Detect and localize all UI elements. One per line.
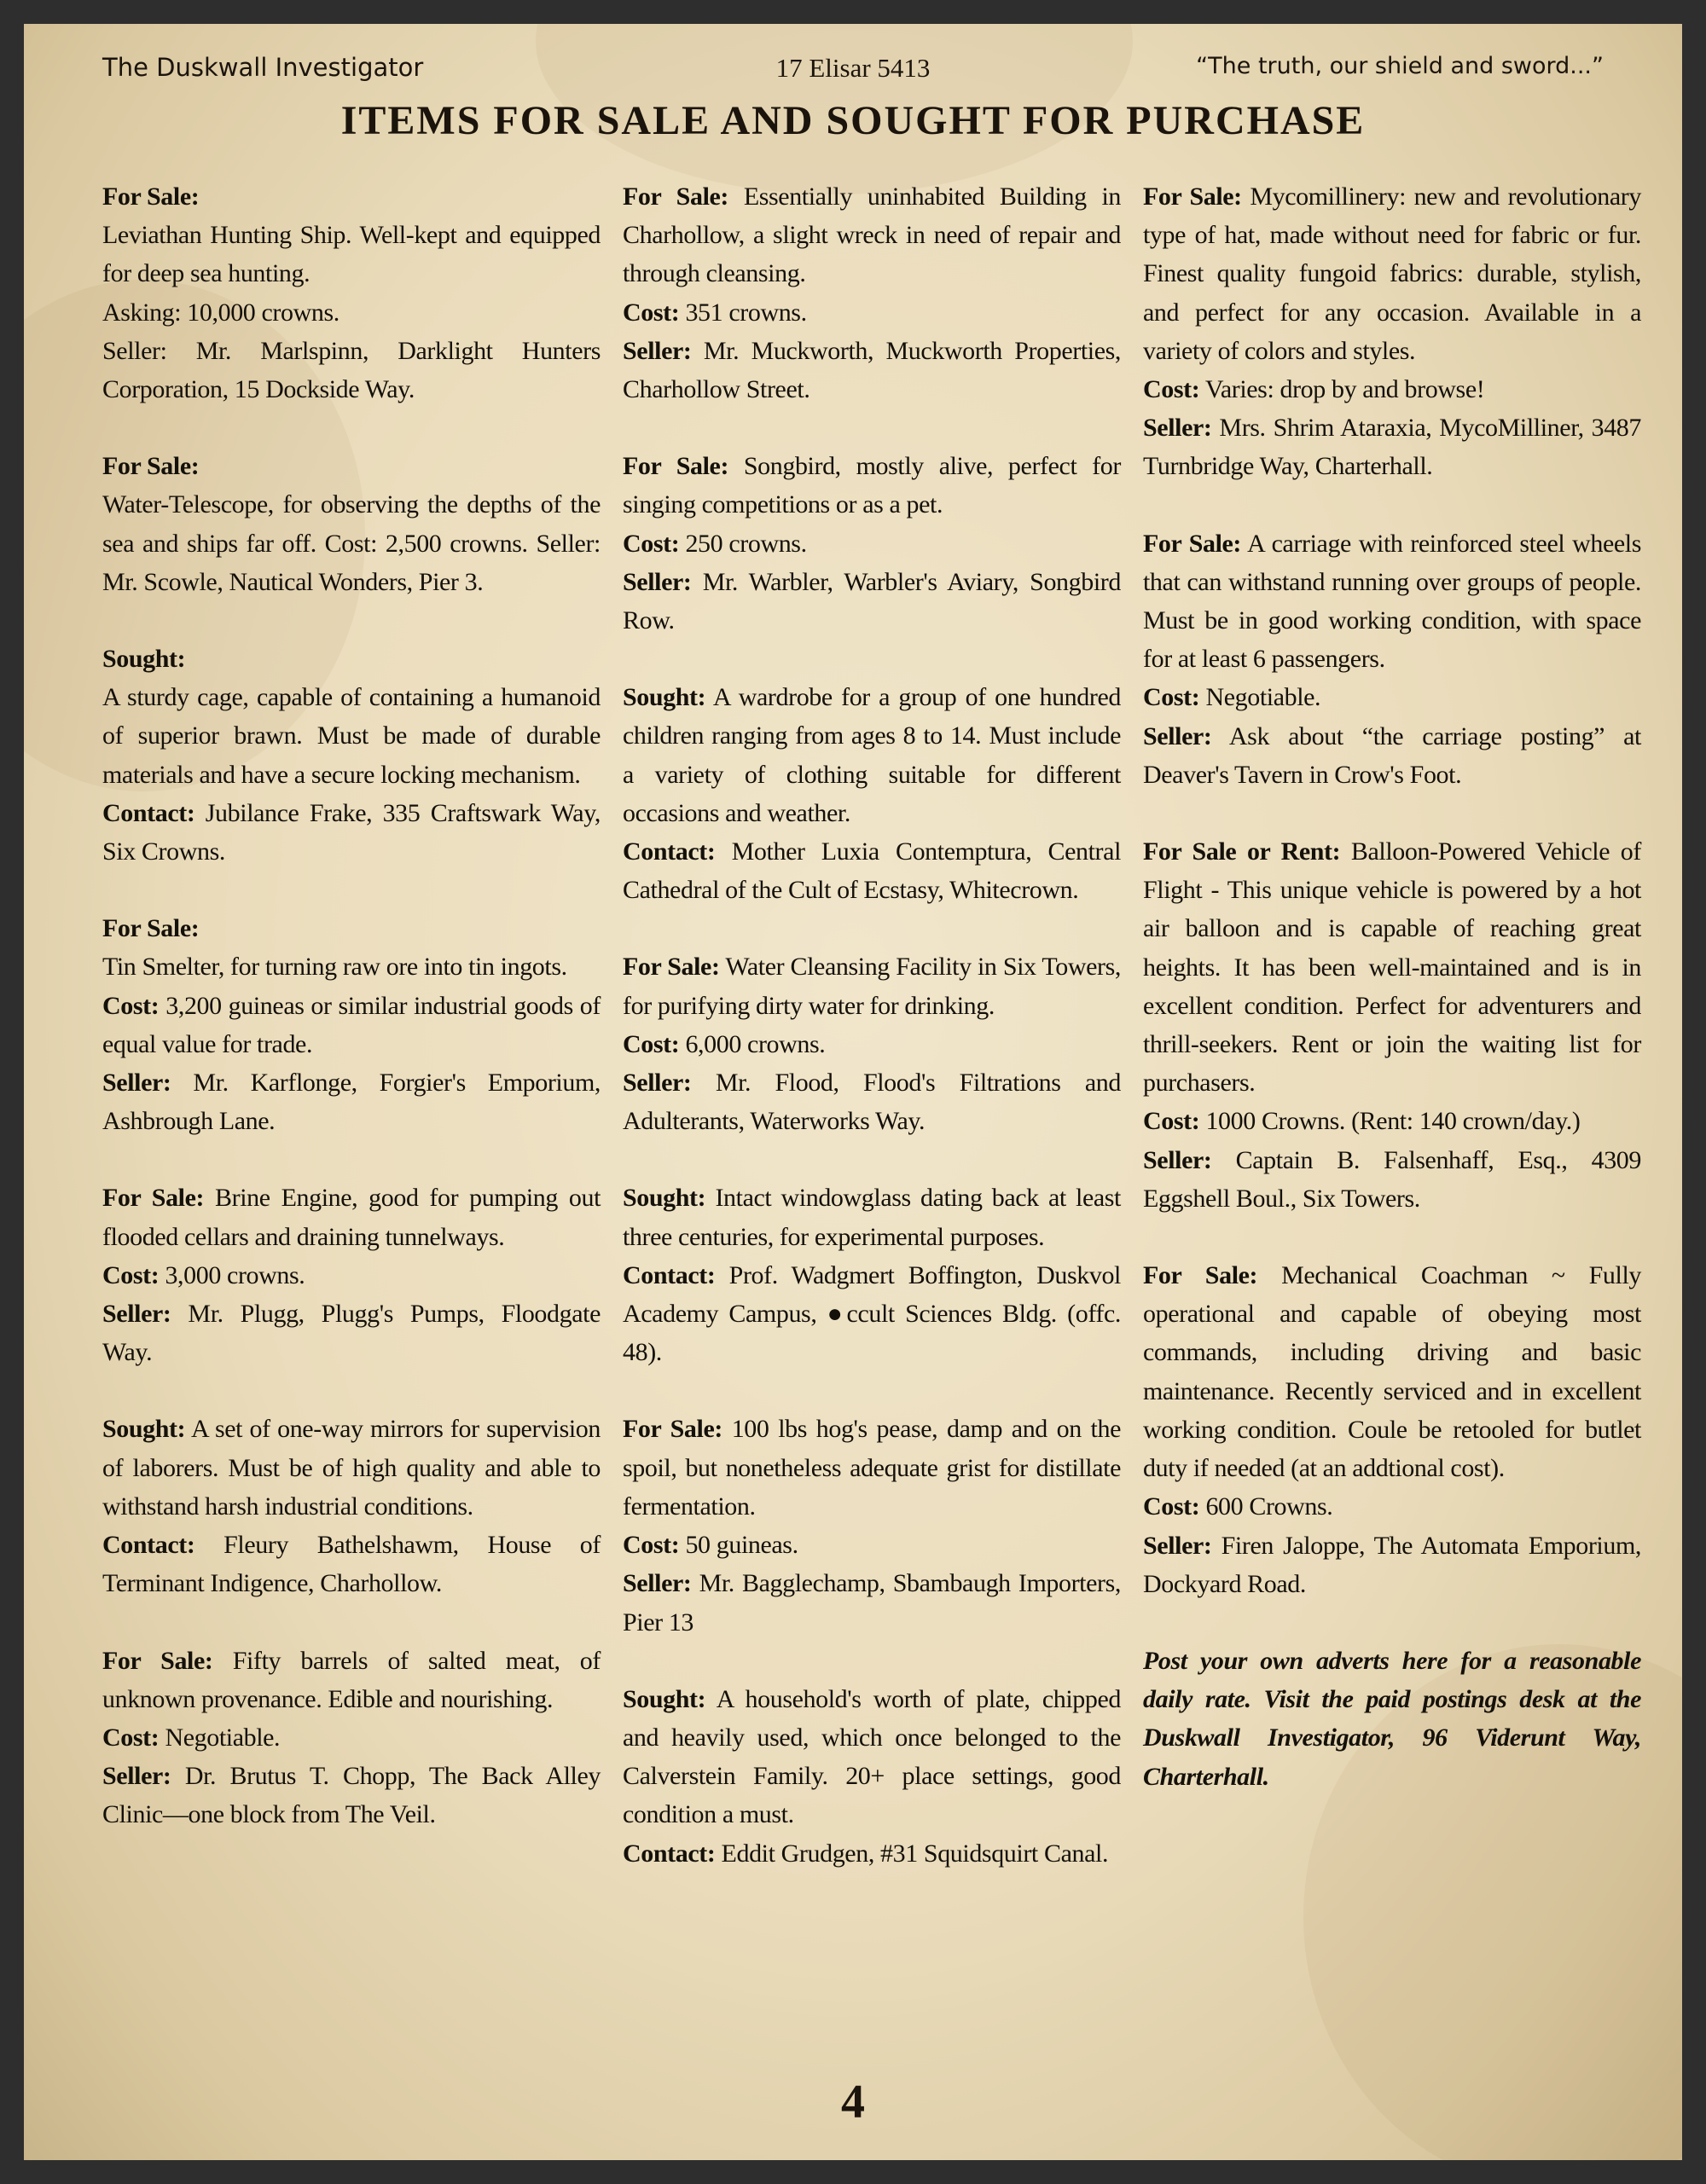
page-title: ITEMS FOR SALE AND SOUGHT FOR PURCHASE	[340, 98, 1366, 143]
ad-label: Seller:	[623, 567, 692, 596]
classified-ad	[623, 177, 1121, 408]
ad-text: Mr. Bagglechamp, Sbambaugh Importers, Pier 13	[623, 1569, 1121, 1637]
ad-text: Firen Jaloppe, The Automata Emporium, Dockyard Road.	[1143, 1531, 1641, 1598]
ad-line	[623, 1025, 1121, 1063]
ad-line	[102, 1256, 601, 1295]
ad-text: 3,000 crowns.	[165, 1260, 305, 1289]
classified-ad	[102, 909, 601, 1140]
classified-ad	[623, 947, 1121, 1140]
ad-text: Balloon-Powered Vehicle of Flight - This unique vehicle is powered by a hot air balloon and is capable of reaching great heights. It has been well-maintained and is in excellent condition. Perfect for adventurers and thrill-seekers. Rent or join the waiting list for purchasers.	[1143, 837, 1641, 1098]
ad-line	[623, 1680, 1121, 1834]
ad-label: Seller:	[1143, 721, 1212, 750]
ad-text: Fifty barrels of salted meat, of unknown provenance. Edible and nourishing.	[102, 1646, 601, 1713]
ad-line	[102, 1642, 601, 1718]
ad-line	[102, 447, 601, 485]
advertising-notice: Post your own adverts here for a reasonable daily rate. Visit the paid postings desk at the Duskwall Investigator, 96 Viderunt Way, Charterhall.	[1143, 1646, 1641, 1791]
ad-line	[102, 794, 601, 871]
ad-line	[1143, 1526, 1641, 1603]
ad-label: Contact:	[623, 1260, 716, 1289]
ad-label: Cost:	[623, 298, 680, 327]
ad-line	[623, 177, 1121, 293]
ad-text: Songbird, mostly alive, perfect for singing competitions or as a pet.	[623, 452, 1121, 519]
ad-text: Water Cleansing Facility in Six Towers, for purifying dirty water for drinking.	[623, 953, 1121, 1020]
ad-text: Intact windowglass dating back at least three centuries, for experimental purposes.	[623, 1184, 1121, 1251]
ad-text: Mr. Warbler, Warbler's Aviary, Songbird Row.	[623, 567, 1121, 635]
ad-text: 600 Crowns.	[1205, 1492, 1333, 1521]
ad-label: Contact:	[623, 1839, 716, 1868]
ad-text: 250 crowns.	[685, 529, 807, 558]
ad-label: Cost:	[1143, 1107, 1200, 1136]
ad-line	[1143, 678, 1641, 716]
ad-text: Mycomillinery: new and revolutionary type of hat, made without need for fabric or fur. Finest quality fungoid fabrics: durable, stylish, and perfect for any occasion. Available in a variety of colors and styles.	[1143, 182, 1641, 365]
ad-text: 6,000 crowns.	[685, 1029, 826, 1058]
ad-label: Seller:	[1143, 1531, 1212, 1560]
classified-ad	[623, 678, 1121, 909]
ad-text: Seller: Mr. Marlspinn, Darklight Hunters Corporation, 15 Dockside Way.	[102, 336, 601, 404]
ad-line	[102, 1063, 601, 1140]
ad-label: Cost:	[623, 529, 680, 558]
ad-text: Fleury Bathelshawm, House of Terminant Indigence, Charhollow.	[102, 1531, 601, 1598]
ad-line	[1143, 1487, 1641, 1526]
ad-label: Cost:	[623, 1531, 680, 1560]
column-2	[623, 177, 1121, 1911]
ad-line	[623, 1564, 1121, 1641]
ad-line	[623, 678, 1121, 832]
ad-label: Cost:	[102, 1260, 160, 1289]
ad-text: 1000 Crowns. (Rent: 140 crown/day.)	[1205, 1107, 1581, 1136]
ad-line	[102, 678, 601, 794]
ad-line	[623, 1410, 1121, 1526]
ad-line	[623, 332, 1121, 408]
ad-label: Cost:	[1143, 375, 1200, 404]
issue-date: 17 Elisar 5413	[775, 53, 931, 83]
ad-line	[102, 332, 601, 408]
ad-text: Essentially uninhabited Building in Charhollow, a slight wreck in need of repair and through cleansing.	[623, 182, 1121, 288]
ad-label: For Sale:	[102, 182, 200, 211]
ad-text: Eddit Grudgen, #31 Squidsquirt Canal.	[721, 1839, 1109, 1868]
ad-line	[623, 1179, 1121, 1255]
ad-label: Sought:	[623, 1684, 706, 1713]
classified-ad	[102, 1410, 601, 1602]
column-1	[102, 177, 601, 1873]
ad-line	[623, 447, 1121, 524]
classified-ad	[1143, 524, 1641, 794]
ad-label: Cost:	[1143, 683, 1200, 712]
ad-label: Seller:	[1143, 1145, 1212, 1174]
ad-label: For Sale:	[1143, 529, 1242, 558]
ad-line	[1143, 1256, 1641, 1487]
ad-label: Contact:	[102, 1531, 195, 1560]
ad-label: Seller:	[623, 336, 692, 365]
ad-text: Varies: drop by and browse!	[1204, 375, 1485, 404]
ad-label: Cost:	[623, 1029, 680, 1058]
ad-text: 3,200 guineas or similar industrial goods of equal value for trade.	[102, 991, 601, 1058]
ad-label: For Sale:	[623, 182, 729, 211]
ad-line	[102, 216, 601, 293]
classified-ad	[102, 447, 601, 601]
page-number: 4	[841, 2076, 865, 2129]
ad-label: Sought:	[102, 645, 186, 674]
ad-line	[623, 563, 1121, 640]
ad-label: For Sale:	[102, 452, 200, 481]
ad-text: Ask about “the carriage posting” at Deaver's Tavern in Crow's Foot.	[1143, 721, 1641, 789]
ad-text: A carriage with reinforced steel wheels that can withstand running over groups of people. Must be in good working condition, with space for at least 6 passengers.	[1143, 529, 1641, 674]
classified-ad	[623, 1410, 1121, 1641]
ad-line	[102, 1295, 601, 1371]
classified-ad	[623, 1680, 1121, 1873]
classified-ad	[102, 177, 601, 408]
ad-label: Cost:	[1143, 1492, 1200, 1521]
ad-line	[102, 640, 601, 678]
ad-label: For Sale:	[102, 914, 200, 943]
ad-text: Dr. Brutus T. Chopp, The Back Alley Clinic—one block from The Veil.	[102, 1762, 601, 1829]
ad-label: For Sale:	[1143, 182, 1242, 211]
ad-label: Seller:	[102, 1300, 171, 1329]
ad-line	[102, 1718, 601, 1757]
ad-text: Asking: 10,000 crowns.	[102, 298, 339, 327]
ad-label: Sought:	[623, 683, 706, 712]
ad-line	[1143, 524, 1641, 679]
page-header	[102, 53, 1604, 92]
ad-line	[1143, 1141, 1641, 1218]
ad-text: 50 guineas.	[685, 1531, 798, 1560]
column-3	[1143, 177, 1641, 1796]
ad-text: Mrs. Shrim Ataraxia, MycoMilliner, 3487 Turnbridge Way, Charterhall.	[1143, 414, 1641, 481]
ad-line	[1143, 832, 1641, 1102]
ad-label: Sought:	[102, 1415, 186, 1444]
ad-line	[623, 1526, 1121, 1564]
classified-ad	[1143, 177, 1641, 486]
ad-text: Mechanical Coachman ~ Fully operational and capable of obeying most commands, including driving and basic maintenance. Recently serviced and in excellent working condition. Coule be retooled for butlet duty if needed (at an addtional cost).	[1143, 1261, 1641, 1483]
ad-line	[102, 293, 601, 332]
ad-text: Negotiable.	[165, 1723, 281, 1752]
ad-text: Mr. Muckworth, Muckworth Properties, Charhollow Street.	[623, 336, 1121, 404]
ad-label: Seller:	[102, 1762, 171, 1791]
ad-label: Seller:	[623, 1069, 692, 1098]
ad-text: A household's worth of plate, chipped and heavily used, which once belonged to the Calverstein Family. 20+ place settings, good condition a must.	[623, 1684, 1121, 1829]
ad-text: A set of one-way mirrors for supervision of laborers. Must be of high quality and able to withstand harsh industrial conditions.	[102, 1415, 601, 1521]
ad-text: Tin Smelter, for turning raw ore into tin ingots.	[102, 953, 567, 982]
ad-label: For Sale:	[623, 1415, 722, 1444]
ad-text: Captain B. Falsenhaff, Esq., 4309 Eggshell Boul., Six Towers.	[1143, 1145, 1641, 1213]
ad-line	[623, 1063, 1121, 1140]
classified-ad	[1143, 1256, 1641, 1603]
ad-label: Seller:	[102, 1069, 171, 1098]
classified-ad	[1143, 832, 1641, 1218]
ad-line	[1143, 370, 1641, 408]
ad-text: A sturdy cage, capable of containing a humanoid of superior brawn. Must be made of durable materials and have a secure locking mechanism.	[102, 683, 601, 789]
ad-label: Sought:	[623, 1184, 706, 1213]
classified-ad	[102, 1642, 601, 1834]
ad-label: For Sale:	[102, 1184, 205, 1213]
ad-text: 351 crowns.	[685, 298, 807, 327]
ad-line	[1143, 408, 1641, 485]
classified-ad	[623, 1179, 1121, 1371]
newspaper-page	[24, 24, 1682, 2160]
ad-line	[102, 1179, 601, 1255]
ad-text: Mother Luxia Contemptura, Central Cathedral of the Cult of Ecstasy, Whitecrown.	[623, 837, 1122, 905]
ad-label: Contact:	[623, 837, 716, 866]
classified-ad	[102, 640, 601, 871]
ad-text: Negotiable.	[1205, 683, 1321, 712]
ad-line	[1143, 1102, 1641, 1140]
ad-line	[102, 987, 601, 1063]
ad-text: Brine Engine, good for pumping out flooded cellars and draining tunnelways.	[102, 1184, 601, 1251]
ad-line	[623, 947, 1121, 1024]
ad-line	[102, 485, 601, 601]
ad-label: For Sale:	[623, 452, 729, 481]
ad-text: Jubilance Frake, 335 Craftswark Way, Six Crowns.	[102, 798, 601, 866]
ad-line	[102, 1757, 601, 1834]
ad-text: Prof. Wadgmert Boffington, Duskvol Academy Campus, ●ccult Sciences Bldg. (offc. 48).	[623, 1260, 1121, 1367]
ad-line	[623, 832, 1121, 909]
ad-text: 100 lbs hog's pease, damp and on the spoil, but nonetheless adequate grist for distillate fermentation.	[623, 1415, 1121, 1521]
ad-line	[102, 1410, 601, 1526]
ad-text: Mr. Karflonge, Forgier's Emporium, Ashbrough Lane.	[102, 1069, 601, 1136]
classified-ad	[102, 1179, 601, 1371]
ad-label: Contact:	[102, 798, 195, 827]
ad-line	[623, 293, 1121, 332]
publication-motto: “The truth, our shield and sword...”	[1196, 53, 1604, 79]
ad-line	[1143, 177, 1641, 370]
ad-text: A wardrobe for a group of one hundred children ranging from ages 8 to 14. Must include a variety of clothing suitable for different occasions and weather.	[623, 683, 1121, 827]
ad-text: Mr. Plugg, Plugg's Pumps, Floodgate Way.	[102, 1300, 601, 1367]
ad-label: For Sale:	[1143, 1261, 1258, 1290]
ad-line	[1143, 717, 1641, 794]
ad-label: Seller:	[1143, 414, 1212, 443]
ad-line	[623, 1834, 1121, 1873]
ad-line	[623, 524, 1121, 563]
ad-line	[102, 947, 601, 986]
publication-name: The Duskwall Investigator	[102, 53, 424, 82]
ad-label: Seller:	[623, 1569, 692, 1598]
ad-line	[623, 1256, 1121, 1372]
ad-label: Cost:	[102, 1723, 160, 1752]
ad-line	[102, 1526, 601, 1602]
ad-label: Cost:	[102, 991, 160, 1020]
ad-line	[102, 177, 601, 216]
ad-text: Mr. Flood, Flood's Filtrations and Adulterants, Waterworks Way.	[623, 1069, 1121, 1136]
ad-text: Leviathan Hunting Ship. Well-kept and equipped for deep sea hunting.	[102, 221, 601, 288]
ad-line	[102, 909, 601, 947]
ad-label: For Sale or Rent:	[1143, 837, 1341, 866]
ad-label: For Sale:	[102, 1646, 213, 1675]
ad-text: Water-Telescope, for observing the depths of the sea and ships far off. Cost: 2,500 crowns. Seller: Mr. Scowle, Nautical Wonders, Pier 3.	[102, 490, 601, 596]
classified-ad	[623, 447, 1121, 640]
ad-label: For Sale:	[623, 953, 720, 982]
